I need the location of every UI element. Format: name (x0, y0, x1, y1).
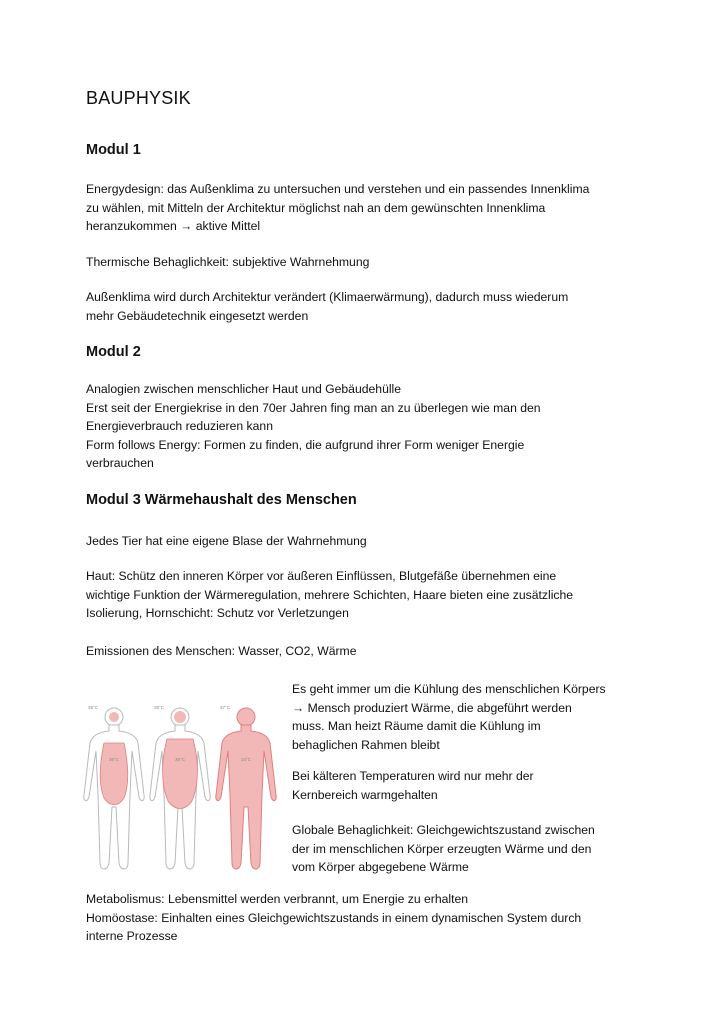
heading-modul-2: Modul 2 (86, 344, 141, 360)
text-line: Isolierung, Hornschicht: Schutz vor Verletzungen (86, 606, 349, 621)
text-line: verbrauchen (86, 456, 154, 471)
text-line: behaglichen Rahmen bleibt (292, 737, 440, 752)
text-line: Globale Behaglichkeit: Gleichgewichtszustand zwischen (292, 823, 595, 837)
heading-modul-1: Modul 1 (86, 142, 141, 158)
text-line: Energieverbrauch reduzieren kann (86, 419, 273, 434)
temp-label-fig2-core: 36°C (175, 757, 186, 762)
human-figure-2 (150, 708, 210, 869)
paragraph-aussenklima (86, 288, 646, 325)
temp-label-fig1-outer: 35°C (88, 705, 99, 710)
paragraph-thermische-behaglichkeit (86, 253, 646, 272)
paragraph-metabolismus-homoeostase (86, 890, 646, 946)
text-line: Kernbereich warmgehalten (292, 787, 438, 802)
paragraph-globale-behaglichkeit (292, 821, 632, 877)
text-line: Metabolismus: Lebensmittel werden verbrannt, um Energie zu erhalten (86, 892, 469, 906)
text-line: heranzukommen → aktive Mittel (86, 219, 261, 234)
text-line: Jedes Tier hat eine eigene Blase der Wahrnehmung (86, 534, 367, 548)
paragraph-kuehlung (292, 680, 632, 754)
paragraph-kaeltere-temperaturen (292, 767, 632, 804)
text-line: Bei kälteren Temperaturen wird nur mehr der (292, 769, 534, 783)
human-figure-1 (84, 708, 144, 869)
temp-label-fig3-core: 34°C (241, 757, 252, 762)
body-temperature-figure (82, 695, 282, 885)
text-line: Homöostase: Einhalten eines Gleichgewichtszustands in einem dynamischen System durch (86, 910, 582, 925)
text-line: zu wählen, mit Mitteln der Architektur möglichst nah an dem gewünschten Innenklima (86, 200, 546, 215)
paragraph-modul-2 (86, 380, 646, 473)
temp-label-fig3-outer: 37°C (220, 705, 231, 710)
text-line: Es geht immer um die Kühlung des menschlichen Körpers (292, 682, 606, 696)
text-line: Thermische Behaglichkeit: subjektive Wahrnehmung (86, 255, 370, 269)
heading-modul-3: Modul 3 Wärmehaushalt des Menschen (86, 492, 357, 508)
text-line: Form follows Energy: Formen zu finden, die aufgrund ihrer Form weniger Energie (86, 437, 525, 452)
paragraph-blase (86, 532, 646, 551)
text-line: Erst seit der Energiekrise in den 70er Jahren fing man an zu überlegen wie man den (86, 400, 541, 415)
paragraph-haut (86, 567, 646, 623)
text-line: der im menschlichen Körper erzeugten Wärme und den (292, 841, 592, 856)
text-line: wichtige Funktion der Wärmeregulation, mehrere Schichten, Haare bieten eine zusätzliche (86, 587, 574, 602)
paragraph-emissionen (86, 642, 646, 661)
text-line: interne Prozesse (86, 929, 178, 944)
temp-label-fig1-core: 36°C (109, 757, 120, 762)
text-line: muss. Man heizt Räume damit die Kühlung im (292, 719, 541, 734)
text-line: Emissionen des Menschen: Wasser, CO2, Wärme (86, 644, 357, 658)
temp-label-fig2-outer: 28°C (154, 705, 165, 710)
text-line: mehr Gebäudetechnik eingesetzt werden (86, 308, 309, 323)
text-line: Energydesign: das Außenklima zu untersuchen und verstehen und ein passendes Innenklima (86, 182, 590, 196)
human-figure-3 (216, 708, 276, 869)
text-line: Haut: Schütz den inneren Körper vor äußeren Einflüssen, Blutgefäße übernehmen eine (86, 569, 557, 583)
text-line: Außenklima wird durch Architektur verändert (Klimaerwärmung), dadurch muss wiederum (86, 290, 569, 304)
text-line: → Mensch produziert Wärme, die abgeführt werden (292, 700, 572, 715)
text-line: Analogien zwischen menschlicher Haut und Gebäudehülle (86, 382, 402, 396)
document-title: BAUPHYSIK (86, 88, 191, 108)
text-line: vom Körper abgegebene Wärme (292, 860, 469, 875)
paragraph-energydesign (86, 180, 646, 236)
